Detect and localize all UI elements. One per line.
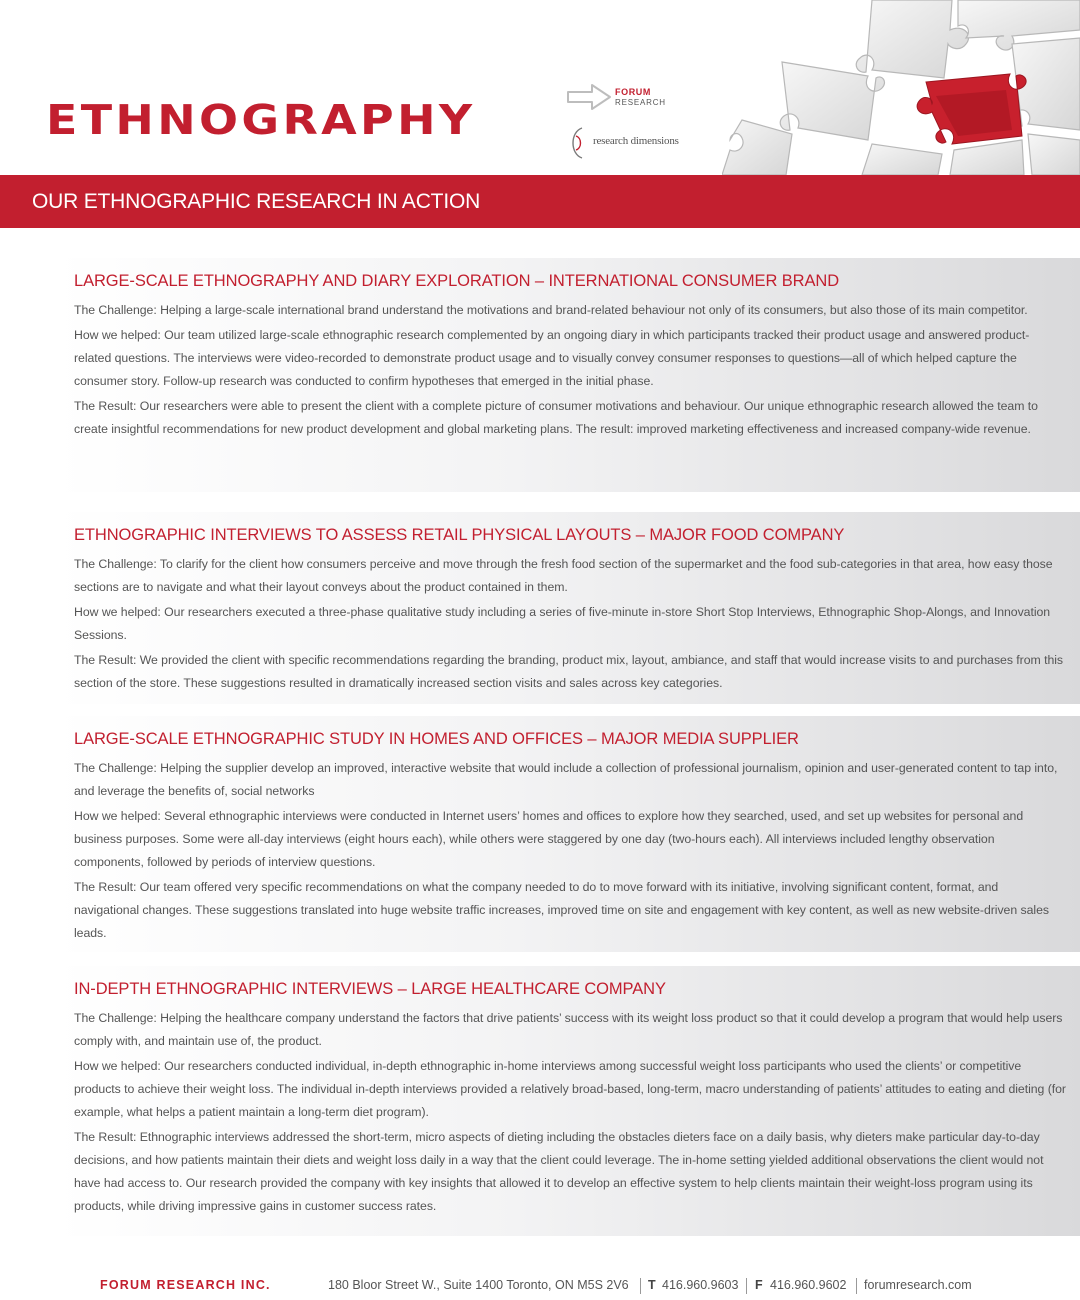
- forum-logo-name: FORUM: [615, 87, 651, 97]
- case-study-heading: LARGE-SCALE ETHNOGRAPHY AND DIARY EXPLORATION – INTERNATIONAL CONSUMER BRAND: [74, 272, 840, 290]
- footer-divider: [746, 1278, 747, 1294]
- banner-title: OUR ETHNOGRAPHIC RESEARCH IN ACTION: [32, 190, 481, 213]
- footer-website-link[interactable]: forumresearch.com: [864, 1278, 972, 1292]
- case-study-challenge: The Challenge: Helping the supplier develop an improved, interactive website that would include a collection of professional journalism, opinion and user-generated content to tap into, and leverage the benefits of, social networks: [74, 761, 1058, 798]
- footer-phone: 416.960.9603: [662, 1278, 739, 1292]
- page-header: [0, 0, 1080, 175]
- section-banner: [0, 175, 1080, 228]
- case-study-how-we-helped: How we helped: Our researchers executed a three-phase qualitative study including a series of five-minute in-store Short Stop Interviews, Ethnographic Shop-Alongs, and Innovation Sessions.: [74, 605, 1051, 642]
- case-study-section: [56, 716, 1080, 952]
- footer-fax-label: F: [755, 1278, 763, 1292]
- case-study-challenge: The Challenge: Helping a large-scale international brand understand the motivations and brand-related behaviour not only of its consumers, but also those of its main competitor.: [74, 303, 1028, 317]
- research-dimensions-logo: [566, 124, 706, 162]
- case-study-section: [56, 966, 1080, 1236]
- case-study-challenge: The Challenge: To clarify for the client how consumers perceive and move through the fresh food section of the supermarket and the food sub-categories in that area, how easy those sections are to navigate and what their layout conveys about the product contained in them.: [74, 557, 1053, 594]
- footer-address: 180 Bloor Street W., Suite 1400 Toronto, ON M5S 2V6: [328, 1278, 629, 1292]
- research-dimensions-name: research dimensions: [593, 135, 679, 147]
- footer-divider: [856, 1278, 857, 1294]
- case-study-how-we-helped: How we helped: Our team utilized large-scale ethnographic research complemented by an ongoing diary in which participants tracked their product usage and answered product-related questions. The interviews were video-recorded to demonstrate product usage and to visually convey consumer responses to questions—all of which helped capture the consumer story. Follow-up research was conducted to confirm hypotheses that emerged in the initial phase.: [74, 328, 1030, 388]
- case-study-how-we-helped: How we helped: Our researchers conducted individual, in-depth ethnographic in-home interviews among successful weight loss participants who used the clients’ or competitive products to achieve their weight loss. The individual in-depth interviews provided a relatively broad-based, long-term, macro understanding of patients’ attitudes to eating and dieting (for example, what helps a patient maintain a long-term diet program).: [74, 1059, 1066, 1119]
- swirl-icon: [566, 124, 592, 162]
- case-study-result: The Result: Ethnographic interviews addressed the short-term, micro aspects of dieting including the obstacles dieters face on a daily basis, why dieters make particular day-to-day decisions, and how patients maintain their diets and weight loss daily in a way that the client could leverage. The in-home setting yielded additional observations the client would not have had access to. Our research provided the company with key insights that allowed it to develop an effective system to help clients maintain their weight-loss program using its products, while driving impressive gains in customer success rates.: [74, 1130, 1044, 1213]
- footer-phone-label: T: [648, 1278, 656, 1292]
- puzzle-image: [722, 0, 1080, 175]
- page-footer: [0, 1276, 1080, 1296]
- footer-company-name: FORUM RESEARCH INC.: [100, 1278, 271, 1292]
- forum-logo-subtitle: RESEARCH: [615, 98, 666, 107]
- case-study-result: The Result: Our researchers were able to present the client with a complete picture of consumer motivations and behaviour. Our unique ethnographic research allowed the team to create insightful recommendations for new product development and global marketing plans. The result: improved marketing effectiveness and increased company-wide revenue.: [74, 399, 1038, 436]
- page-title: ETHNOGRAPHY: [46, 96, 476, 144]
- case-study-heading: LARGE-SCALE ETHNOGRAPHIC STUDY IN HOMES AND OFFICES – MAJOR MEDIA SUPPLIER: [74, 730, 799, 748]
- arrow-icon: [566, 82, 614, 112]
- footer-fax: 416.960.9602: [770, 1278, 847, 1292]
- case-study-how-we-helped: How we helped: Several ethnographic interviews were conducted in Internet users’ homes and offices to explore how they searched, used, and set up websites for personal and business purposes. Some were all-day interviews (eight hours each), while others were staggered by one day (two-hours each). All interviews included lengthy observation components, followed by periods of interview questions.: [74, 809, 1024, 869]
- case-study-result: The Result: We provided the client with specific recommendations regarding the branding, product mix, layout, ambiance, and staff that would increase visits to and purchases from this section of the store. These suggestions resulted in dramatically increased section visits and sales across key categories.: [74, 653, 1064, 690]
- case-study-heading: IN-DEPTH ETHNOGRAPHIC INTERVIEWS – LARGE HEALTHCARE COMPANY: [74, 980, 666, 998]
- footer-divider: [640, 1278, 641, 1294]
- forum-research-logo: [566, 82, 686, 116]
- case-study-challenge: The Challenge: Helping the healthcare company understand the factors that drive patients’ success with its weight loss product so that it could develop a program that would help users comply with, and maintain use of, the product.: [74, 1011, 1063, 1048]
- case-study-section: [56, 258, 1080, 492]
- case-study-heading: ETHNOGRAPHIC INTERVIEWS TO ASSESS RETAIL PHYSICAL LAYOUTS – MAJOR FOOD COMPANY: [74, 526, 845, 544]
- case-study-section: [56, 512, 1080, 704]
- case-study-result: The Result: Our team offered very specific recommendations on what the company needed to do to move forward with its initiative, involving significant content, format, and navigational changes. These suggestions translated into huge website traffic increases, improved time on site and engagement with key content, as well as new website-driven sales leads.: [74, 880, 1049, 940]
